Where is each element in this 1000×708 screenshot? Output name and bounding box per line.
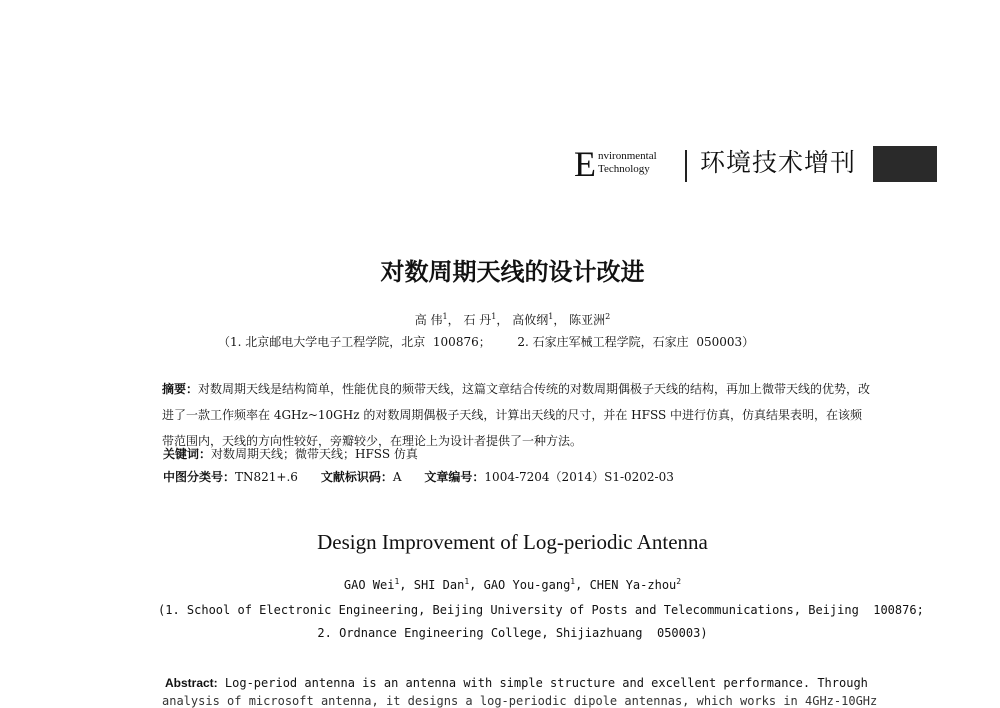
abstract-cn (162, 376, 872, 454)
author-cn: 高攸纲 (512, 313, 549, 327)
author-en: GAO You-gang (483, 578, 571, 592)
author-en: GAO Wei (343, 578, 395, 592)
author-cn: 高 伟 (414, 313, 443, 327)
author-sup: 1 (570, 577, 576, 586)
author-sup: 1 (491, 312, 497, 321)
abstract-en (165, 672, 885, 694)
article-number-value: 1004-7204（2014）S1-0202-03 (484, 470, 674, 484)
header-decoration-block (873, 146, 937, 182)
keywords-cn (163, 445, 418, 462)
header-divider (685, 150, 687, 182)
author-en: SHI Dan (413, 578, 465, 592)
logo-line-1: nvironmental (598, 150, 657, 162)
author-sup: 2 (605, 312, 611, 321)
clc-label: 中图分类号： (163, 470, 236, 484)
paper-title-cn: 对数周期天线的设计改进 (380, 257, 645, 286)
authors-en: GAO Wei$^1$, SHI Dan$^1$, GAO You-gang$^1$, CHEN Ya-zhou$^2$ (343, 577, 682, 592)
journal-logo-letter: E (574, 144, 596, 184)
doc-code-label: 文献标识码： (320, 470, 393, 484)
author-sup: 1 (442, 312, 448, 321)
doc-code-value: A (392, 470, 402, 484)
affil-open: （ (218, 335, 231, 349)
affil-close: ） (742, 335, 755, 349)
author-cn: 石 丹 (463, 313, 492, 327)
author-sup: 1 (548, 312, 554, 321)
keywords-cn-text: 对数周期天线；微带天线；HFSS 仿真 (211, 447, 418, 461)
abstract-cn-text: 对数周期天线是结构简单，性能优良的频带天线，这篇文章结合传统的对数周期偶极子天线的结构，再加上微带天线的优势，改进了一款工作频率在 4GHz~10GHz 的对数周期偶极子天线，计算出天线的尺寸，并在 HFSS 中进行仿真，仿真结果表明，在该频带范围内，天线的方向性较好，旁瓣较少，在理论上为设计者提供了一种方法。 (162, 382, 871, 448)
authors-cn: 高 伟$^1$， 石 丹$^1$， 高攸纲$^1$， 陈亚洲$^2$ (414, 312, 611, 327)
journal-name: 环境技术增刊 (700, 148, 857, 177)
abstract-cn-label: 摘要： (162, 382, 199, 396)
affiliation-en-1: (1. School of Electronic Engineering, Beijing University of Posts and Telecommunications, Beijing 100876; (158, 603, 924, 617)
abstract-en-cut-line: analysis of microsoft antenna, it designs a log-periodic dipole antennas, which works in 4GHz-10GHz (162, 694, 878, 708)
article-number-label: 文章编号： (424, 470, 485, 484)
paper-title-en: Design Improvement of Log-periodic Antenna (317, 530, 708, 554)
author-sup: 2 (676, 577, 682, 586)
affiliation-en-2: 2. Ordnance Engineering College, Shijiazhuang 050003) (317, 626, 708, 640)
affiliation-cn-2: 2. 石家庄军械工程学院，石家庄 050003 (517, 335, 743, 349)
classification-line (163, 468, 674, 485)
author-en: CHEN Ya-zhou (589, 578, 677, 592)
keywords-cn-label: 关键词： (163, 447, 212, 461)
author-sup: 1 (464, 577, 470, 586)
clc-value: TN821+.6 (235, 470, 298, 484)
affiliation-cn (218, 333, 754, 350)
journal-logo-words (598, 150, 657, 176)
author-sup: 1 (394, 577, 400, 586)
affiliation-cn-1: 1. 北京邮电大学电子工程学院，北京 100876； (230, 335, 491, 349)
abstract-en-label: Abstract: (165, 676, 218, 690)
logo-line-2: Technology (598, 163, 650, 175)
author-cn: 陈亚洲 (569, 313, 606, 327)
abstract-en-text: Log-period antenna is an antenna with simple structure and excellent performance. Through (217, 676, 868, 690)
